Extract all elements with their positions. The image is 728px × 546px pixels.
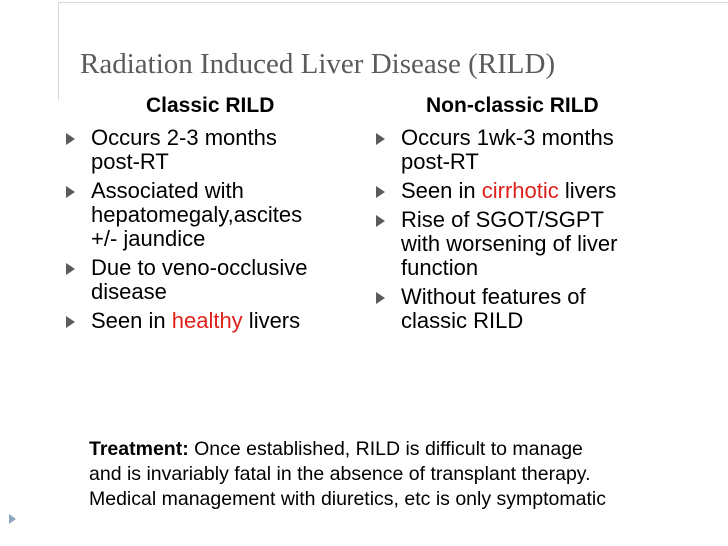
list-item: Without features of classic RILD <box>376 285 716 333</box>
list-item: Seen in healthy livers <box>66 309 366 333</box>
classic-rild-heading: Classic RILD <box>146 94 275 117</box>
list-item: Occurs 2-3 months post-RT <box>66 126 366 174</box>
nonclassic-rild-list <box>376 126 716 338</box>
triangle-bullet-icon <box>66 186 75 198</box>
list-item: Occurs 1wk-3 months post-RT <box>376 126 716 174</box>
triangle-bullet-icon <box>376 133 385 145</box>
treatment-label: Treatment: <box>89 438 189 460</box>
highlight-cirrhotic: cirrhotic <box>481 178 559 203</box>
list-item: Rise of SGOT/SGPT with worsening of liver function <box>376 208 716 280</box>
triangle-bullet-icon <box>376 186 385 198</box>
list-item: Associated with hepatomegaly,ascites +/- jaundice <box>66 179 366 251</box>
triangle-nav-icon[interactable] <box>9 514 16 524</box>
classic-rild-list <box>66 126 366 338</box>
triangle-bullet-icon <box>66 133 75 145</box>
nonclassic-rild-heading: Non-classic RILD <box>426 94 599 117</box>
triangle-bullet-icon <box>66 263 75 275</box>
treatment-note: Treatment: Once established, RILD is difficult to manage and is invariably fatal in the absence of transplant therapy. Medical management with diuretics, etc is only symptomatic <box>89 438 606 510</box>
highlight-healthy: healthy <box>171 308 243 333</box>
list-item: Seen in cirrhotic livers <box>376 179 716 203</box>
triangle-bullet-icon <box>376 215 385 227</box>
slide-title: Radiation Induced Liver Disease (RILD) <box>80 48 556 80</box>
list-item: Due to veno-occlusive disease <box>66 256 366 304</box>
triangle-bullet-icon <box>66 316 75 328</box>
title-divider <box>58 2 728 3</box>
left-rule <box>58 2 59 100</box>
triangle-bullet-icon <box>376 292 385 304</box>
